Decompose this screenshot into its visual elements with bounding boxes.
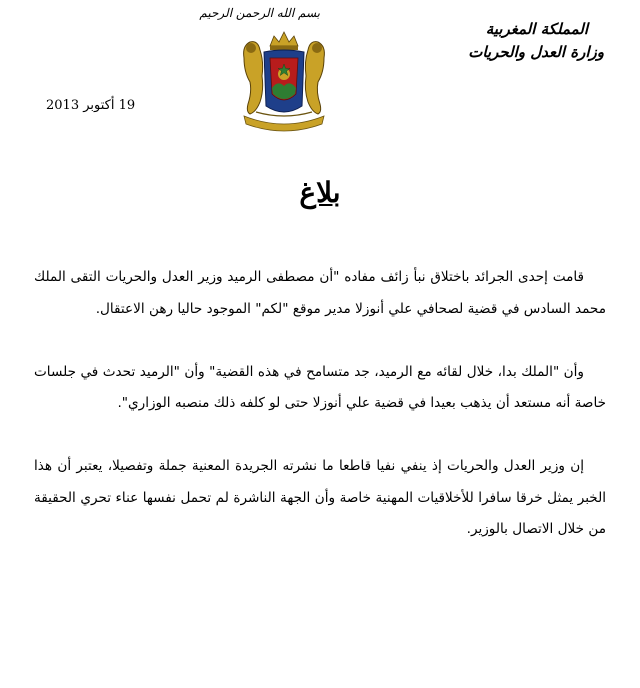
moroccan-coat-of-arms-icon bbox=[238, 28, 330, 132]
paragraph: وأن "الملك بدا، خلال لقائه مع الرميد، جد متسامح في هذه القضية" وأن "الرميد تحدث في جلسات خاصة أنه مستعد أن يذهب بعيدا في قضية علي أنوزلا حتى لو كلفه ذلك منصبه الوزاري". bbox=[34, 363, 606, 411]
paragraph: إن وزير العدل والحريات إذ ينفي نفيا قاطعا ما نشرته الجريدة المعنية جملة وتفصيلا، يعتبر أن هذا الخبر يمثل خرقا سافرا للأخلاقيات المهنية خاصة وأن الجهة الناشرة لم تحمل نفسها عناء تحري الحقيقة من خلال الاتصال بالوزير. bbox=[34, 458, 606, 537]
kingdom-name: المملكة المغربية bbox=[485, 20, 588, 38]
document-title: بلاغ bbox=[299, 176, 341, 209]
issuer-header bbox=[468, 18, 604, 65]
document-body bbox=[34, 262, 606, 577]
paragraph: قامت إحدى الجرائد باختلاق نبأ زائف مفاده "أن مصطفى الرميد وزير العدل والحريات التقى الملك محمد السادس في قضية لصحافي علي أنوزلا مدير موقع "لكم" الموجود حاليا رهن الاعتقال. bbox=[34, 269, 606, 317]
ministry-name: وزارة العدل والحريات bbox=[468, 43, 604, 62]
document-date: 19 أكتوبر 2013 bbox=[46, 98, 136, 113]
basmala: بسم الله الرحمن الرحيم bbox=[199, 6, 320, 20]
